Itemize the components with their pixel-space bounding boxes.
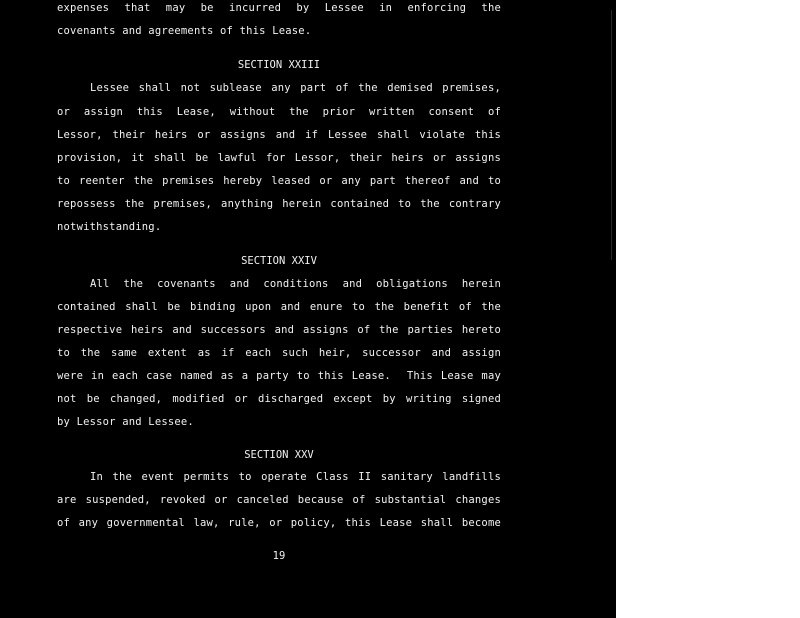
text-line: were in each case named as a party to this Lease. This Lease may [57, 370, 501, 382]
text-line: are suspended, revoked or canceled because of substantial changes [57, 494, 501, 506]
text-line: Lessor, their heirs or assigns and if Lessee shall violate this [57, 129, 501, 141]
text-line: respective heirs and successors and assigns of the parties hereto [57, 324, 501, 336]
text-line: repossess the premises, anything herein contained to the contrary [57, 198, 501, 210]
text-line: provision, it shall be lawful for Lessor, their heirs or assigns [57, 152, 501, 164]
section-heading: SECTION XXIII [237, 59, 321, 71]
text-line: covenants and agreements of this Lease. [57, 25, 312, 37]
section-heading: SECTION XXV [244, 449, 314, 461]
text-line: by Lessor and Lessee. [57, 416, 194, 428]
text-line: not be changed, modified or discharged except by writing signed [57, 393, 501, 405]
text-line: to reenter the premises hereby leased or any part thereof and to [57, 175, 501, 187]
scan-edge-line [611, 10, 612, 260]
text-line: In the event permits to operate Class II sanitary landfills [90, 471, 501, 483]
text-line: or assign this Lease, without the prior written consent of [57, 106, 501, 118]
section-heading: SECTION XXIV [241, 255, 317, 267]
text-line: All the covenants and conditions and obligations herein [90, 278, 501, 290]
text-line: to the same extent as if each such heir, successor and assign [57, 347, 501, 359]
text-line: of any governmental law, rule, or policy, this Lease shall become [57, 517, 501, 529]
text-line: expenses that may be incurred by Lessee in enforcing the [57, 2, 501, 14]
text-line: notwithstanding. [57, 221, 162, 233]
text-line: contained shall be binding upon and enure to the benefit of the [57, 301, 501, 313]
text-line: Lessee shall not sublease any part of the demised premises, [90, 82, 501, 94]
page-number: 19 [272, 550, 286, 562]
